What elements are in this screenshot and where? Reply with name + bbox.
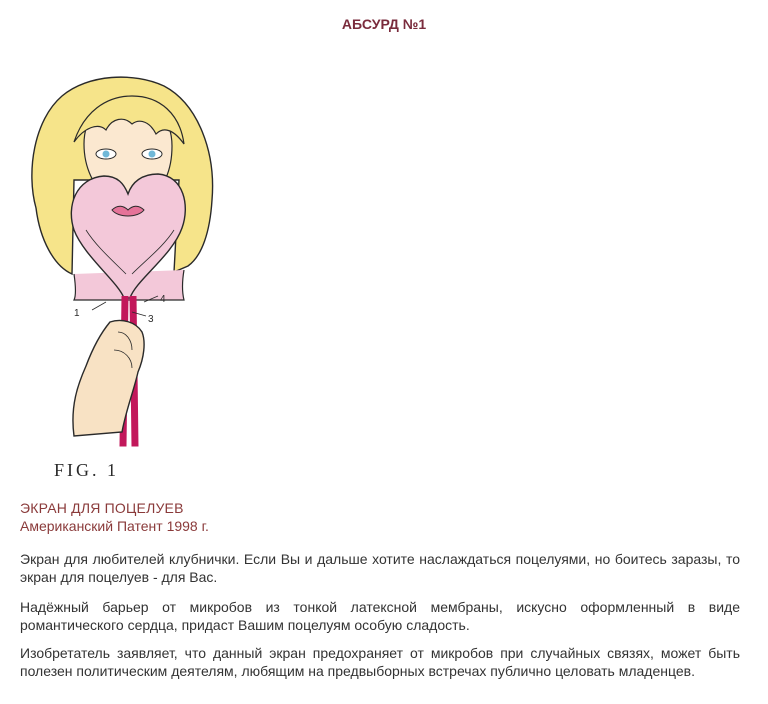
paragraph-2: Надёжный барьер от микробов из тонкой латексной мембраны, искусно оформленный в виде романтического сердца, придаст Вашим поцелуям особую сладость.: [20, 599, 740, 633]
article-title: ЭКРАН ДЛЯ ПОЦЕЛУЕВ: [20, 500, 184, 516]
callout-4: 4: [160, 294, 166, 305]
article-subtitle: Американский Патент 1998 г.: [20, 518, 209, 534]
page-title: АБСУРД №1: [341, 16, 427, 32]
callout-3: 3: [148, 314, 154, 325]
paragraph-1: Экран для любителей клубнички. Если Вы и дальше хотите наслаждаться поцелуями, но боитесь заразы, то экран для поцелуев - для Вас.: [20, 551, 740, 585]
paragraph-3: Изобретатель заявляет, что данный экран предохраняет от микробов при случайных связях, может быть полезен политическим деятелям, любящим на предвыборных встречах публично целовать младенцев.: [20, 645, 740, 679]
figure-caption: FIG. 1: [54, 460, 120, 480]
callout-1: 1: [74, 308, 80, 319]
patent-illustration: [14, 60, 244, 492]
